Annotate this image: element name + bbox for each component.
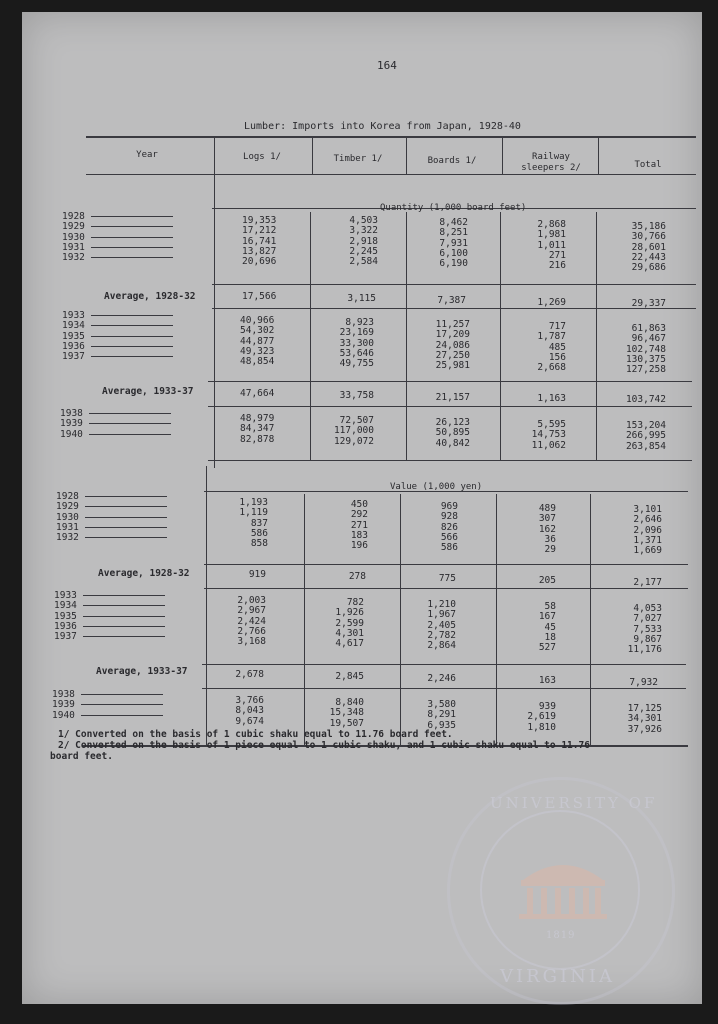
v-logs-2: 2,003 2,967 2,424 2,766 3,168 (237, 595, 266, 648)
table-row: 1939 (52, 700, 163, 710)
q-total-3: 153,204 266,995 263,854 (625, 420, 666, 452)
v-boards-3: 3,580 8,291 6,935 (427, 699, 456, 731)
v-timber-1: 450 292 271 183 196 (350, 499, 368, 552)
q-sleepers-2: 717 1,787 485 156 2,668 (537, 321, 566, 374)
table-row: 1930 (56, 513, 167, 523)
q-boards-2: 11,257 17,209 24,086 27,250 25,981 (435, 319, 470, 372)
q-total-2: 61,863 96,467 102,748 130,375 127,258 (625, 323, 666, 376)
sleepers-col-rule-head (598, 138, 599, 174)
table-top-rule (86, 136, 696, 138)
v-timber-2: 782 1,926 2,599 4,301 4,617 (335, 597, 364, 650)
q-avg1-bottom-rule (212, 308, 696, 309)
q-timber-rule (406, 212, 407, 460)
document-page (22, 12, 702, 1004)
v-avg1-label: Average, 1928-32 (98, 568, 190, 579)
v-logs-rule (304, 494, 305, 746)
v-avg2-sleepers: 163 (538, 675, 556, 686)
q-years-3 (60, 409, 171, 440)
boards-col-rule-head (502, 138, 503, 174)
v-years-1 (56, 492, 167, 543)
seal-text-top: UNIVERSITY OF (490, 794, 658, 812)
v-logs-1: 1,193 1,119 837 586 858 (239, 497, 268, 550)
header-sleepers-1: Railway (532, 152, 570, 162)
q-avg2-sleepers: 1,163 (537, 393, 566, 404)
table-row: 1938 (52, 690, 163, 700)
table-row: 1934 (62, 321, 173, 331)
v-avg2-bottom-rule (202, 688, 686, 689)
q-boards-3: 26,123 50,895 40,842 (435, 417, 470, 449)
table-row: 1930 (62, 233, 173, 243)
table-row: 1936 (62, 342, 173, 352)
q-boards-1: 8,462 8,251 7,931 6,100 6,190 (439, 217, 468, 270)
v-avg1-logs: 919 (248, 569, 266, 580)
university-seal-watermark (447, 777, 675, 1005)
v-logs-3: 3,766 8,043 9,674 (235, 695, 264, 727)
value-section-label: Value (1,000 yen) (390, 482, 483, 492)
table-row: 1934 (54, 601, 165, 611)
v-total-2: 4,053 7,027 7,533 9,867 11,176 (627, 603, 662, 656)
v-boards-1: 969 928 826 566 586 (440, 501, 458, 554)
q-avg2-logs: 47,664 (240, 388, 275, 399)
rotunda-icon (513, 850, 613, 920)
footnote-2-continued: board feet. (50, 751, 113, 762)
q-avg1-sleepers: 1,269 (537, 297, 566, 308)
table-row: 1929 (56, 502, 167, 512)
q-logs-2: 40,966 54,302 44,877 49,323 48,854 (240, 315, 275, 368)
v-boards-2: 1,210 1,967 2,405 2,782 2,864 (427, 599, 456, 652)
table-row: 1938 (60, 409, 171, 419)
q-avg2-total: 103,742 (625, 394, 666, 405)
table-row: 1932 (62, 253, 173, 263)
v-timber-rule (400, 494, 401, 746)
v-avg2-top-rule (202, 664, 686, 665)
table-row: 1936 (54, 622, 165, 632)
q-avg2-timber: 33,758 (339, 390, 374, 401)
q-avg1-logs: 17,566 (242, 291, 277, 302)
q-avg1-total: 29,337 (631, 298, 666, 309)
v-timber-3: 8,840 15,348 19,507 (329, 697, 364, 729)
q-timber-1: 4,503 3,322 2,918 2,245 2,584 (349, 215, 378, 268)
v-total-1: 3,101 2,646 2,096 1,371 1,669 (633, 504, 662, 557)
q-avg1-timber: 3,115 (347, 293, 376, 304)
v-sleepers-3: 939 2,619 1,810 (527, 701, 556, 733)
q-avg1-boards: 7,387 (437, 295, 466, 306)
q-avg2-boards: 21,157 (435, 392, 470, 403)
v-sleepers-1: 489 307 162 36 29 (538, 503, 556, 556)
q-avg2-label: Average, 1933-37 (102, 386, 194, 397)
table-row: 1932 (56, 533, 167, 543)
q-avg2-bottom-rule (208, 406, 692, 407)
header-sleepers-2: sleepers 2/ (521, 163, 581, 173)
q-avg1-label: Average, 1928-32 (104, 291, 196, 302)
v-sleepers-2: 58 167 45 18 527 (538, 601, 556, 654)
q-timber-3: 72,507 117,000 129,072 (333, 415, 374, 447)
v-avg1-total: 2,177 (633, 577, 662, 588)
footnote-1: 1/ Converted on the basis of 1 cubic shaku equal to 11.76 board feet. (58, 729, 453, 740)
q-sleepers-rule (596, 212, 597, 460)
table-row: 1928 (56, 492, 167, 502)
v-avg1-boards: 775 (438, 573, 456, 584)
v-avg2-timber: 2,845 (335, 671, 364, 682)
v-years-2 (54, 591, 165, 642)
q-total-1: 35,186 30,766 28,601 22,443 29,686 (631, 221, 666, 274)
table-title: Lumber: Imports into Korea from Japan, 1928-40 (244, 121, 521, 132)
table-row: 1935 (62, 332, 173, 342)
logs-col-rule-head (312, 138, 313, 174)
v-avg2-label: Average, 1933-37 (96, 666, 188, 677)
q-logs-3: 48,979 84,347 82,878 (240, 413, 275, 445)
header-bottom-rule (86, 174, 696, 175)
year-col-rule-bottom (206, 466, 207, 746)
q-logs-rule (310, 212, 311, 460)
table-row: 1940 (52, 711, 163, 721)
table-row: 1940 (60, 430, 171, 440)
v-avg1-sleepers: 205 (538, 575, 556, 586)
q-end-rule (208, 460, 692, 461)
q-years-1 (62, 212, 173, 263)
lumber-table (52, 136, 696, 751)
q-sleepers-1: 2,868 1,981 1,011 271 216 (537, 219, 566, 272)
v-avg2-total: 7,932 (629, 677, 658, 688)
q-timber-2: 8,923 23,169 33,300 53,646 49,755 (339, 317, 374, 370)
v-avg2-boards: 2,246 (427, 673, 456, 684)
q-avg1-top-rule (212, 284, 696, 285)
v-total-3: 17,125 34,301 37,926 (627, 703, 662, 735)
page-number: 164 (377, 59, 397, 72)
v-avg1-timber: 278 (348, 571, 366, 582)
table-row: 1937 (54, 632, 165, 642)
v-boards-rule (496, 494, 497, 746)
table-row: 1928 (62, 212, 173, 222)
v-avg1-top-rule (204, 564, 688, 565)
table-row: 1933 (62, 311, 173, 321)
table-row: 1939 (60, 419, 171, 429)
table-row: 1933 (54, 591, 165, 601)
header-timber: Timber 1/ (333, 154, 383, 164)
q-years-2 (62, 311, 173, 362)
table-row: 1935 (54, 612, 165, 622)
seal-year: 1819 (546, 930, 576, 941)
year-col-rule-top (214, 138, 215, 468)
table-row: 1929 (62, 222, 173, 232)
v-sleepers-rule (590, 494, 591, 746)
footnote-2: 2/ Converted on the basis of 1 piece equal to 1 cubic shaku, and 1 cubic shaku equal to 11.76 (58, 740, 590, 751)
q-avg2-top-rule (208, 381, 692, 382)
seal-text-bottom: VIRGINIA (500, 966, 616, 987)
v-avg2-logs: 2,678 (235, 669, 264, 680)
timber-col-rule-head (406, 138, 407, 174)
v-avg1-bottom-rule (204, 588, 688, 589)
v-years-3 (52, 690, 163, 721)
q-sleepers-3: 5,595 14,753 11,062 (531, 419, 566, 451)
table-row: 1931 (62, 243, 173, 253)
quantity-section-label: Quantity (1,000 board feet) (380, 203, 527, 213)
q-boards-rule (500, 212, 501, 460)
q-logs-1: 19,353 17,212 16,741 13,827 20,696 (242, 215, 277, 268)
header-logs: Logs 1/ (243, 152, 281, 162)
table-row: 1937 (62, 352, 173, 362)
header-total: Total (634, 160, 662, 170)
table-row: 1931 (56, 523, 167, 533)
header-boards: Boards 1/ (427, 156, 477, 166)
header-year: Year (136, 150, 158, 160)
